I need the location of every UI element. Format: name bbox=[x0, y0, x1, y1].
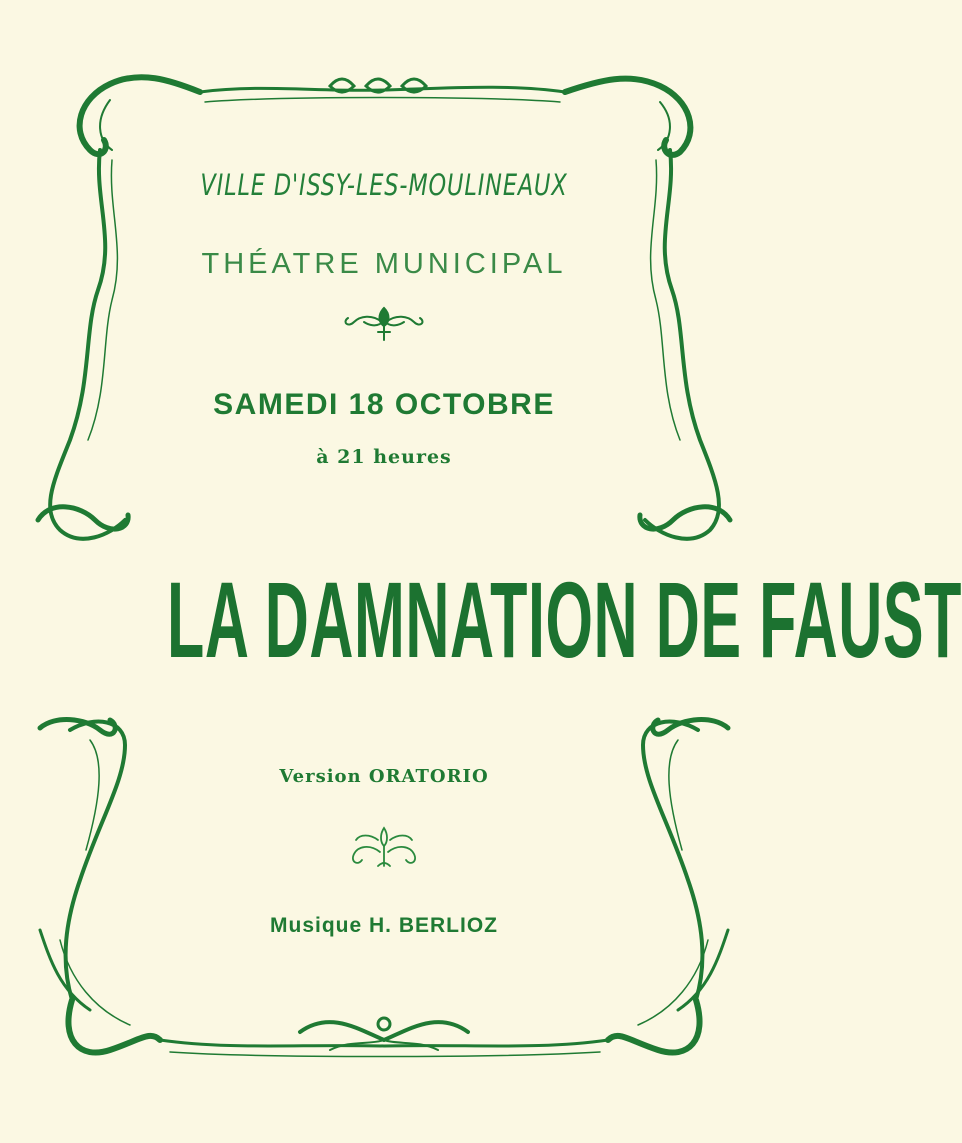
event-date: SAMEDI 18 OCTOBRE bbox=[213, 388, 555, 421]
fleur-de-lis-ornament-icon bbox=[334, 300, 434, 344]
work-title: LA DAMNATION DE FAUST bbox=[167, 559, 962, 680]
floral-scroll-ornament-icon bbox=[344, 822, 424, 872]
performance-version: Version ORATORIO bbox=[279, 766, 489, 787]
venue-name: THÉATRE MUNICIPAL bbox=[201, 248, 567, 280]
city-name: VILLE D'ISSY-LES-MOULINEAUX bbox=[200, 168, 568, 202]
event-time: à 21 heures bbox=[316, 446, 452, 468]
composer-credit: Musique H. BERLIOZ bbox=[270, 914, 498, 937]
